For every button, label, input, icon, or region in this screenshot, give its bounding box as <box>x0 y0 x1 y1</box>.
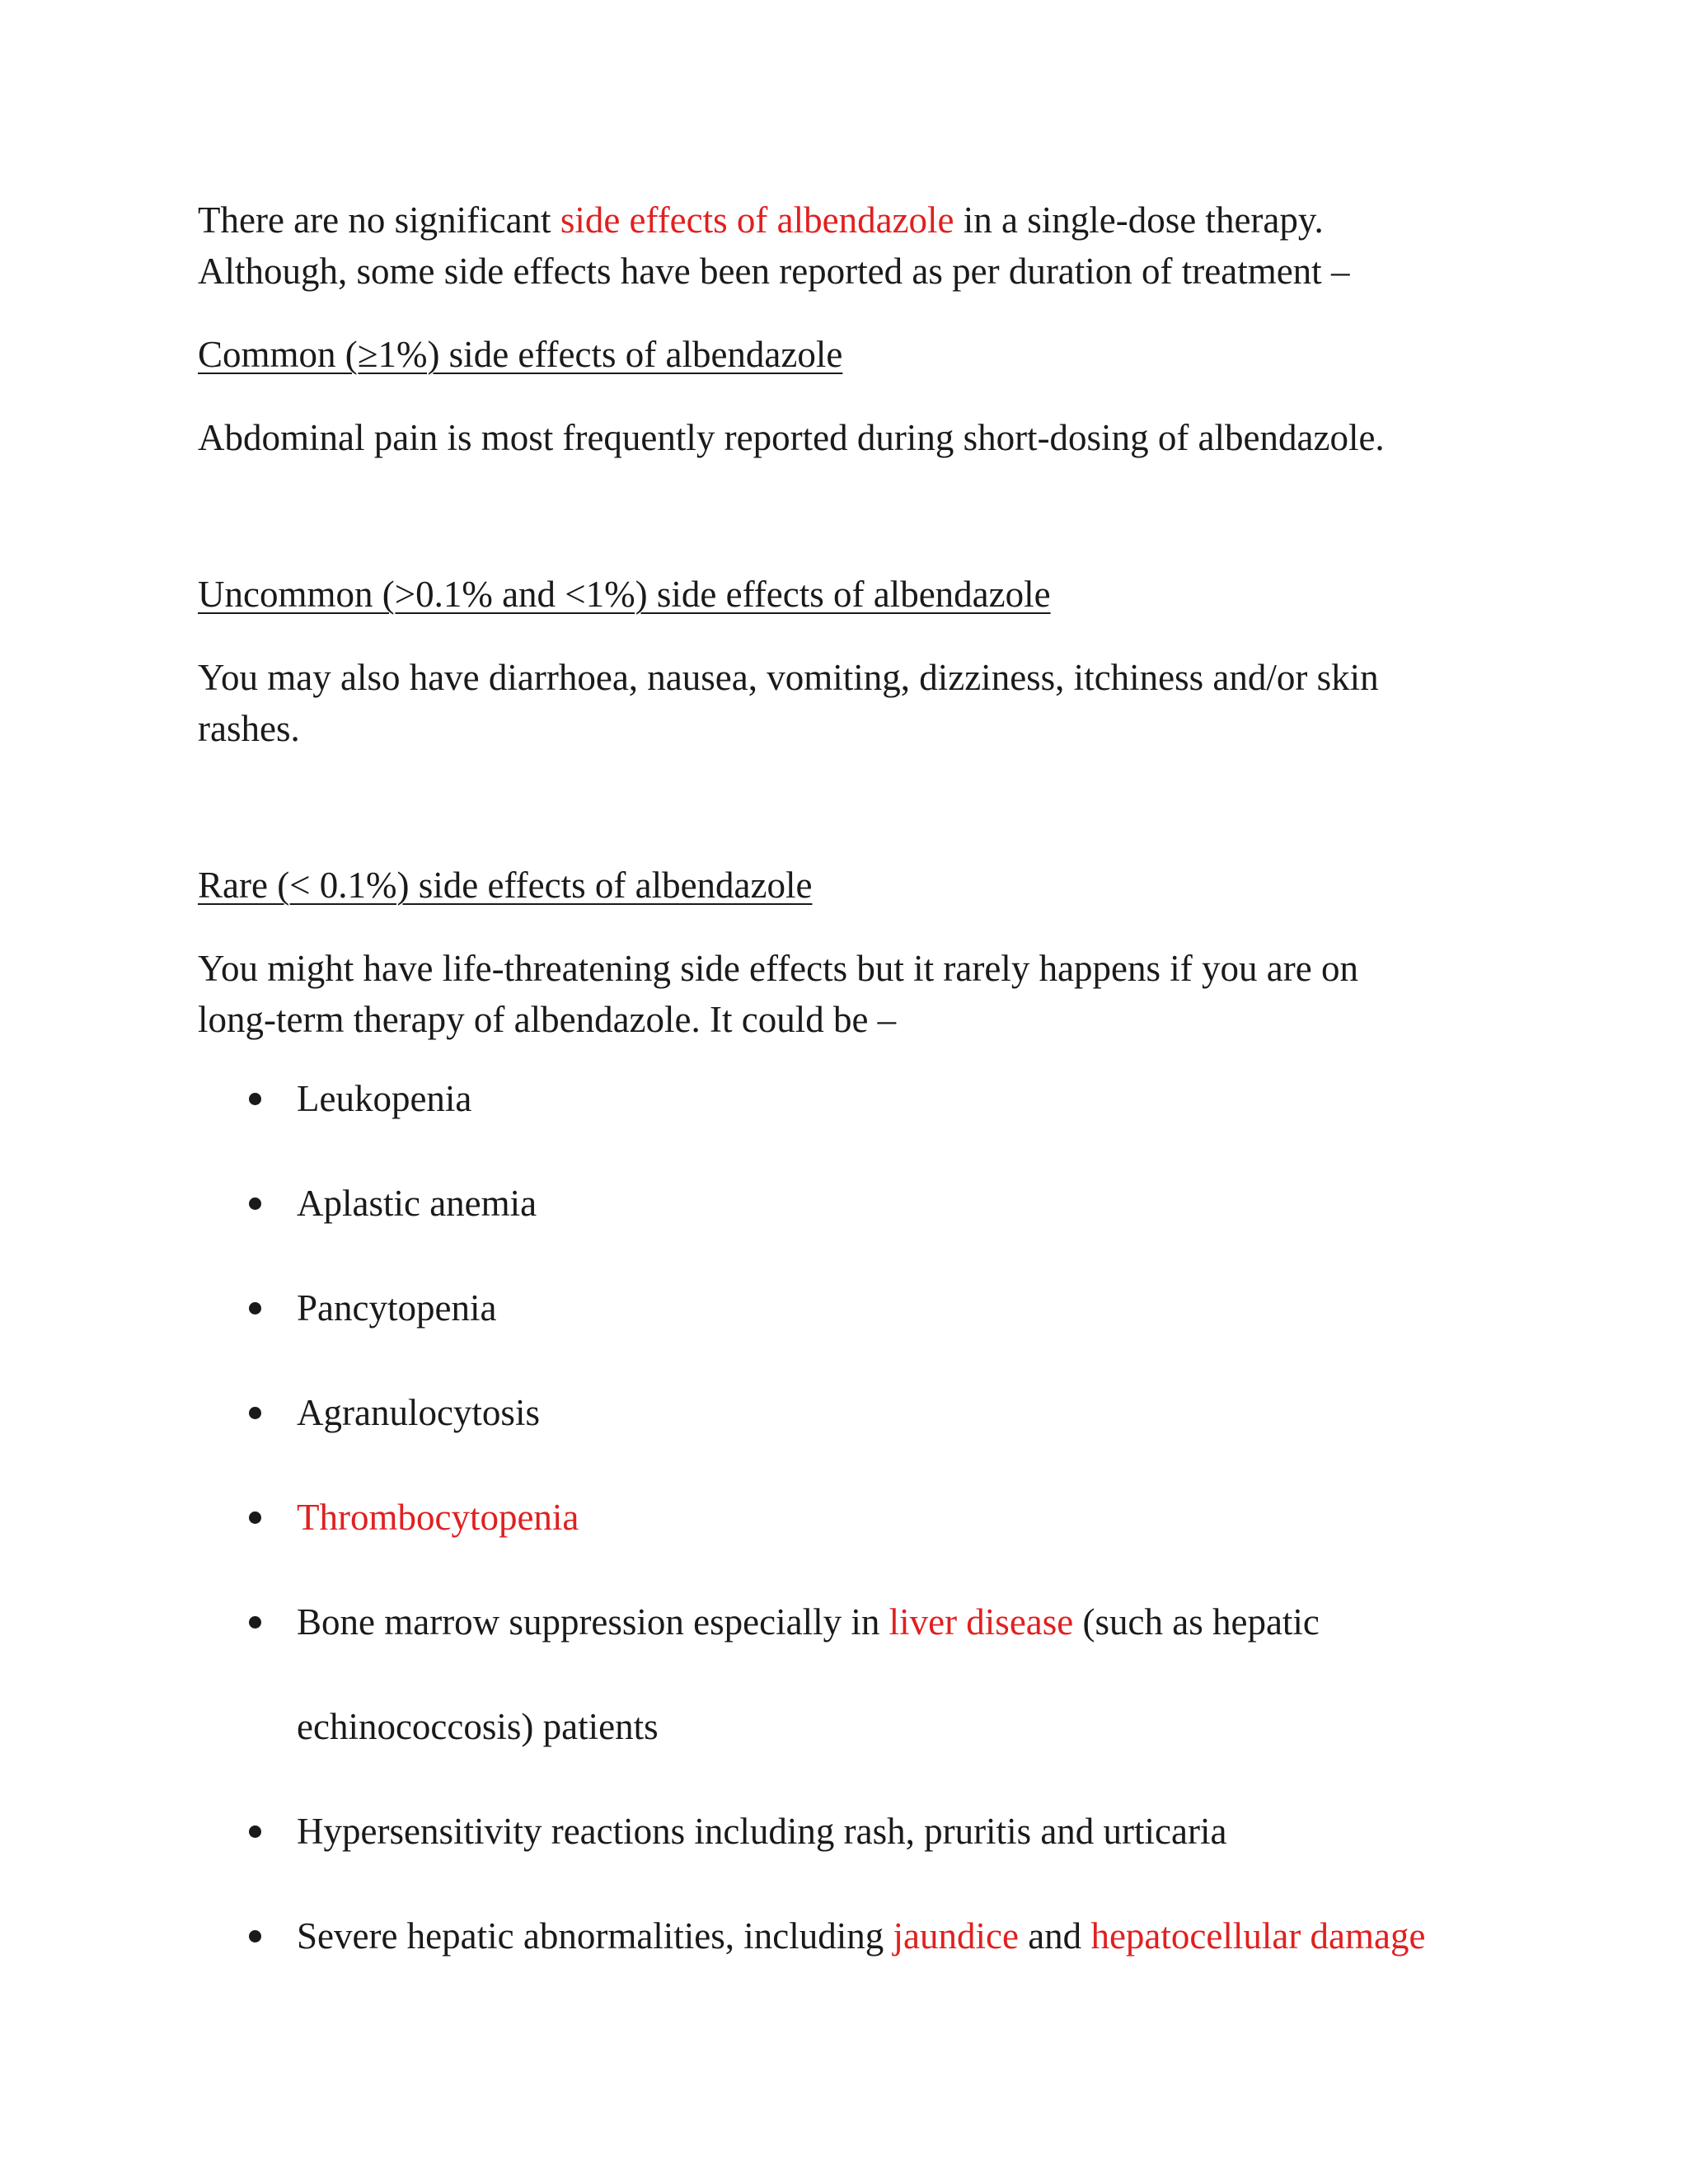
intro-text-b: in a single-dose therapy. <box>954 199 1324 241</box>
list-item-text: Pancytopenia <box>297 1287 497 1329</box>
hepatic-text-mid: and <box>1018 1915 1091 1957</box>
bone-marrow-text-b: (such as hepatic <box>1073 1601 1320 1643</box>
bullet-icon <box>249 1825 261 1838</box>
intro-text-a: There are no significant <box>198 199 560 241</box>
list-item-text <box>297 1910 1425 1961</box>
liver-disease-link[interactable]: liver disease <box>889 1601 1074 1643</box>
uncommon-heading: Uncommon (>0.1% and <1%) side effects of albendazole <box>198 574 1051 615</box>
list-item-text <box>297 1596 1320 1647</box>
list-item-text: Hypersensitivity reactions including rash, pruritis and urticaria <box>297 1811 1227 1852</box>
intro-line-2: Although, some side effects have been reported as per duration of treatment – <box>198 251 1350 292</box>
thrombocytopenia-link[interactable]: Thrombocytopenia <box>297 1497 579 1538</box>
hepatic-text-a: Severe hepatic abnormalities, including <box>297 1915 893 1957</box>
bullet-icon <box>249 1093 261 1105</box>
hepatocellular-damage-link[interactable]: hepatocellular damage <box>1090 1915 1426 1957</box>
rare-text-line-1: You might have life-threatening side effects but it rarely happens if you are on <box>198 948 1358 989</box>
bullet-icon <box>249 1930 261 1943</box>
bullet-icon <box>249 1511 261 1524</box>
bullet-icon <box>249 1407 261 1419</box>
bullet-icon <box>249 1616 261 1629</box>
list-item-text: echinococcosis) patients <box>297 1706 659 1747</box>
uncommon-text-line-1: You may also have diarrhoea, nausea, vomiting, dizziness, itchiness and/or skin <box>198 657 1379 698</box>
intro-line-1 <box>198 194 1324 246</box>
rare-heading: Rare (< 0.1%) side effects of albendazole <box>198 865 813 906</box>
list-item-text: Agranulocytosis <box>297 1392 540 1433</box>
list-item-text: Leukopenia <box>297 1078 472 1119</box>
bullet-icon <box>249 1197 261 1210</box>
bullet-icon <box>249 1302 261 1315</box>
common-heading: Common (≥1%) side effects of albendazole <box>198 334 843 375</box>
uncommon-text-line-2: rashes. <box>198 708 300 749</box>
side-effects-link[interactable]: side effects of albendazole <box>560 199 954 241</box>
jaundice-link[interactable]: jaundice <box>893 1915 1019 1957</box>
common-text: Abdominal pain is most frequently reported during short-dosing of albendazole. <box>198 417 1385 458</box>
rare-text-line-2: long-term therapy of albendazole. It could be – <box>198 999 897 1040</box>
list-item-text: Aplastic anemia <box>297 1183 537 1224</box>
bone-marrow-text-a: Bone marrow suppression especially in <box>297 1601 889 1643</box>
